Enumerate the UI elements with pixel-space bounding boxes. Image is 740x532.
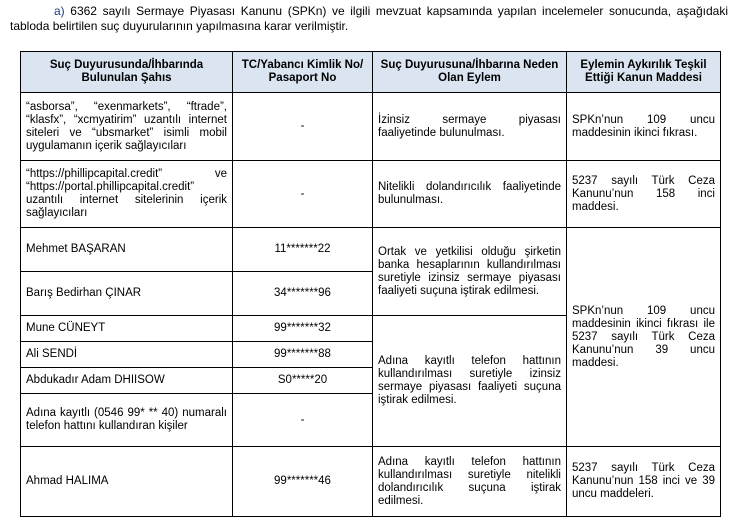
cell-id: 34*******96	[233, 272, 373, 316]
table-row	[21, 93, 721, 161]
cell-person: Adına kayıtlı (0546 99* ** 40) numaralı telefon hattını kullandıran kişiler	[21, 394, 233, 447]
criminal-complaints-table	[20, 51, 721, 517]
cell-id: -	[233, 161, 373, 228]
cell-person: “https://phillipcapital.credit” ve “https://portal.phillipcapital.credit” uzantılı internet sitelerinin içerik sağlayıcıları	[21, 161, 233, 228]
cell-id: -	[233, 93, 373, 161]
header-id: TC/Yabancı Kimlik No/ Pasaport No	[233, 52, 373, 93]
cell-person: “asborsa”, “exenmarkets”, “ftrade”, “klasfx”, “xcmyatirim” uzantılı internet siteleri ve “ubsmarket” isimli mobil uygulamanın içerik sağlayıcıları	[21, 93, 233, 161]
cell-id: 11*******22	[233, 228, 373, 272]
intro-paragraph	[10, 4, 728, 34]
cell-action: Nitelikli dolandırıcılık faaliyetinde bulunulması.	[373, 161, 567, 228]
cell-person: Abdukadır Adam DHIISOW	[21, 368, 233, 394]
cell-id: 99*******88	[233, 342, 373, 368]
cell-person: Mune CÜNEYT	[21, 316, 233, 342]
table-row	[21, 447, 721, 517]
cell-law: SPKn’nun 109 uncu maddesinin ikinci fıkrası ile 5237 sayılı Türk Ceza Kanunu’nun 39 uncu maddesi.	[567, 228, 721, 447]
intro-text: 6362 sayılı Sermaye Piyasası Kanunu (SPKn) ve ilgili mevzuat kapsamında yapılan incelemeler sonucunda, aşağıdaki tabloda belirtilen suç duyurularının yapılmasına karar verilmiştir.	[10, 4, 729, 33]
cell-id: 99*******46	[233, 447, 373, 517]
list-marker: a)	[54, 4, 65, 18]
cell-person: Ali SENDİ	[21, 342, 233, 368]
cell-id: -	[233, 394, 373, 447]
cell-person: Barış Bedirhan ÇINAR	[21, 272, 233, 316]
cell-action: Adına kayıtlı telefon hattının kullandırılması suretiyle nitelikli dolandırıcılık suçuna iştirak edilmesi.	[373, 447, 567, 517]
cell-id: 99*******32	[233, 316, 373, 342]
table-header-row	[21, 52, 721, 93]
cell-person: Mehmet BAŞARAN	[21, 228, 233, 272]
table-row	[21, 161, 721, 228]
cell-action: İzinsiz sermaye piyasası faaliyetinde bulunulması.	[373, 93, 567, 161]
cell-id: S0*****20	[233, 368, 373, 394]
table-row	[21, 228, 721, 272]
cell-law: 5237 sayılı Türk Ceza Kanunu’nun 158 inci ve 39 uncu maddeleri.	[567, 447, 721, 517]
cell-action: Adına kayıtlı telefon hattının kullandırılması suretiyle izinsiz sermaye piyasası faaliyeti suçuna iştirak edilmesi.	[373, 316, 567, 447]
cell-action: Ortak ve yetkilisi olduğu şirketin banka hesaplarının kullandırılması suretiyle izinsiz sermaye piyasası faaliyeti suçuna iştirak edilmesi.	[373, 228, 567, 316]
header-person: Suç Duyurusunda/İhbarında Bulunulan Şahıs	[21, 52, 233, 93]
cell-person: Ahmad HALIMA	[21, 447, 233, 517]
header-action: Suç Duyurusuna/İhbarına Neden Olan Eylem	[373, 52, 567, 93]
cell-law: SPKn’nun 109 uncu maddesinin ikinci fıkrası.	[567, 93, 721, 161]
header-law: Eylemin Aykırılık Teşkil Ettiği Kanun Maddesi	[567, 52, 721, 93]
cell-law: 5237 sayılı Türk Ceza Kanunu’nun 158 inci maddesi.	[567, 161, 721, 228]
